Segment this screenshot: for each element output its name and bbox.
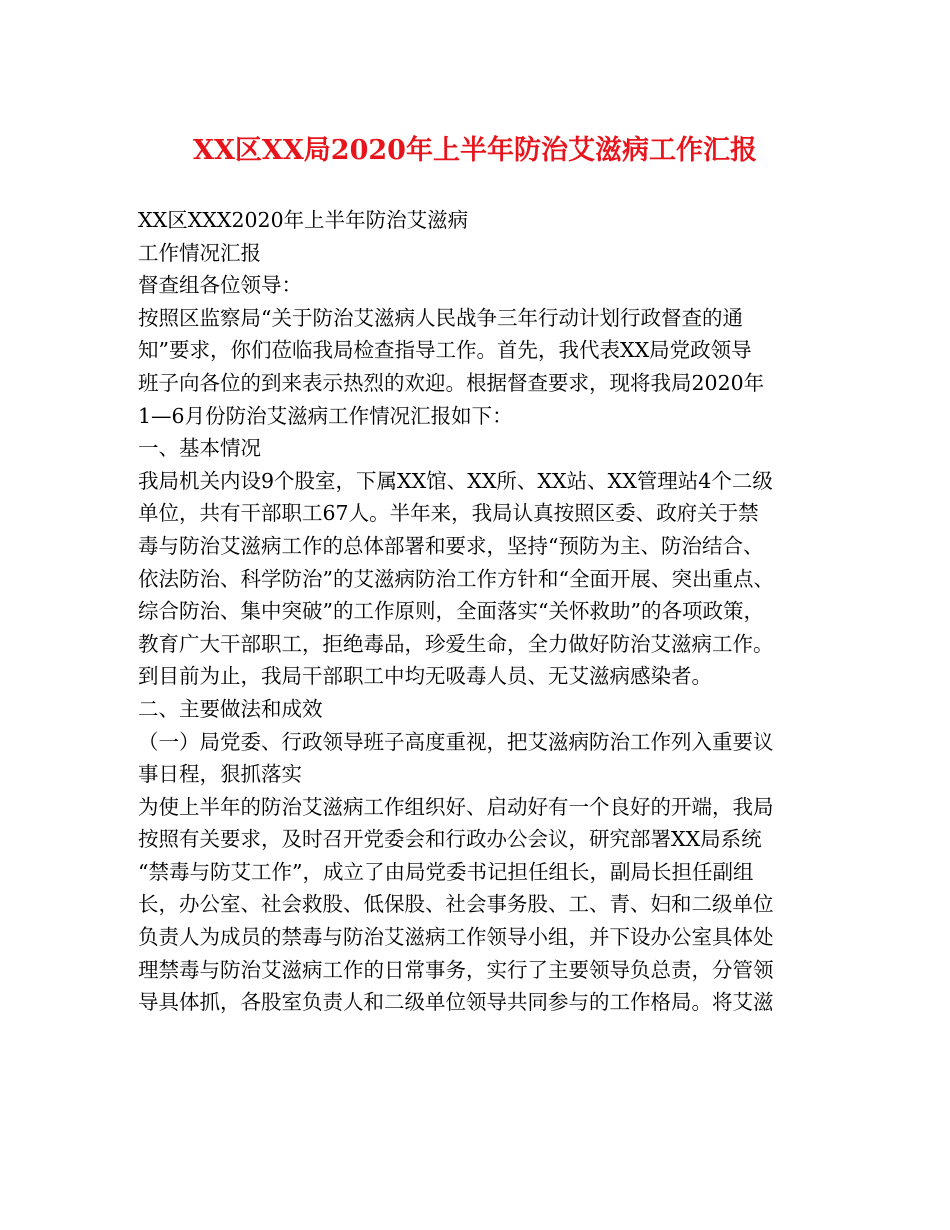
text-line: 单位，共有干部职工67人。半年来，我局认真按照区委、政府关于禁 bbox=[138, 501, 759, 526]
text-line: 按照区监察局“关于防治艾滋病人民战争三年行动计划行政督查的通 bbox=[138, 305, 743, 330]
text-line: 1—6月份防治艾滋病工作情况汇报如下： bbox=[138, 403, 513, 428]
text-line: 督查组各位领导： bbox=[138, 273, 302, 298]
text-line: 我局机关内设9个股室，下属XX馆、XX所、XX站、XX管理站4个二级 bbox=[138, 468, 773, 493]
text-line: 到目前为止，我局干部职工中均无吸毒人员、无艾滋病感染者。 bbox=[138, 664, 712, 689]
text-line: 综合防治、集中突破”的工作原则，全面落实“关怀救助”的各项政策， bbox=[138, 599, 764, 624]
text-line: 教育广大干部职工，拒绝毒品，珍爱生命，全力做好防治艾滋病工作。 bbox=[138, 631, 774, 656]
text-line: 依法防治、科学防治”的艾滋病防治工作方针和“全面开展、突出重点、 bbox=[138, 566, 774, 591]
text-line: 工作情况汇报 bbox=[138, 240, 261, 265]
text-line: XX区XXX2020年上半年防治艾滋病 bbox=[138, 208, 469, 232]
section-heading: 一、基本情况 bbox=[138, 436, 261, 461]
text-line: 毒与防治艾滋病工作的总体部署和要求，坚持“预防为主、防治结合、 bbox=[138, 533, 764, 558]
text-line: 为使上半年的防治艾滋病工作组织好、启动好有一个良好的开端，我局 bbox=[138, 794, 774, 819]
subsection-heading: 事日程，狠抓落实 bbox=[138, 762, 302, 787]
text-line: 导具体抓，各股室负责人和二级单位领导共同参与的工作格局。将艾滋 bbox=[138, 990, 774, 1015]
text-line: 理禁毒与防治艾滋病工作的日常事务，实行了主要领导负总责，分管领 bbox=[138, 957, 774, 982]
text-line: “禁毒与防艾工作”，成立了由局党委书记担任组长，副局长担任副组 bbox=[138, 859, 754, 884]
text-line: 负责人为成员的禁毒与防治艾滋病工作领导小组，并下设办公室具体处 bbox=[138, 925, 774, 950]
section-heading: 二、主要做法和成效 bbox=[138, 696, 323, 721]
text-line: 班子向各位的到来表示热烈的欢迎。根据督查要求，现将我局2020年 bbox=[138, 370, 765, 395]
document-body bbox=[138, 204, 838, 1019]
subsection-heading: （一）局党委、行政领导班子高度重视，把艾滋病防治工作列入重要议 bbox=[138, 729, 774, 754]
text-line: 长，办公室、社会救股、低保股、社会事务股、工、青、妇和二级单位 bbox=[138, 892, 774, 917]
document-title: XX区XX局2020年上半年防治艾滋病工作汇报 bbox=[193, 135, 757, 166]
text-line: 按照有关要求，及时召开党委会和行政办公会议，研究部署XX局系统 bbox=[138, 827, 762, 852]
text-line: 知”要求，你们莅临我局检查指导工作。首先，我代表XX局党政领导 bbox=[138, 338, 752, 363]
